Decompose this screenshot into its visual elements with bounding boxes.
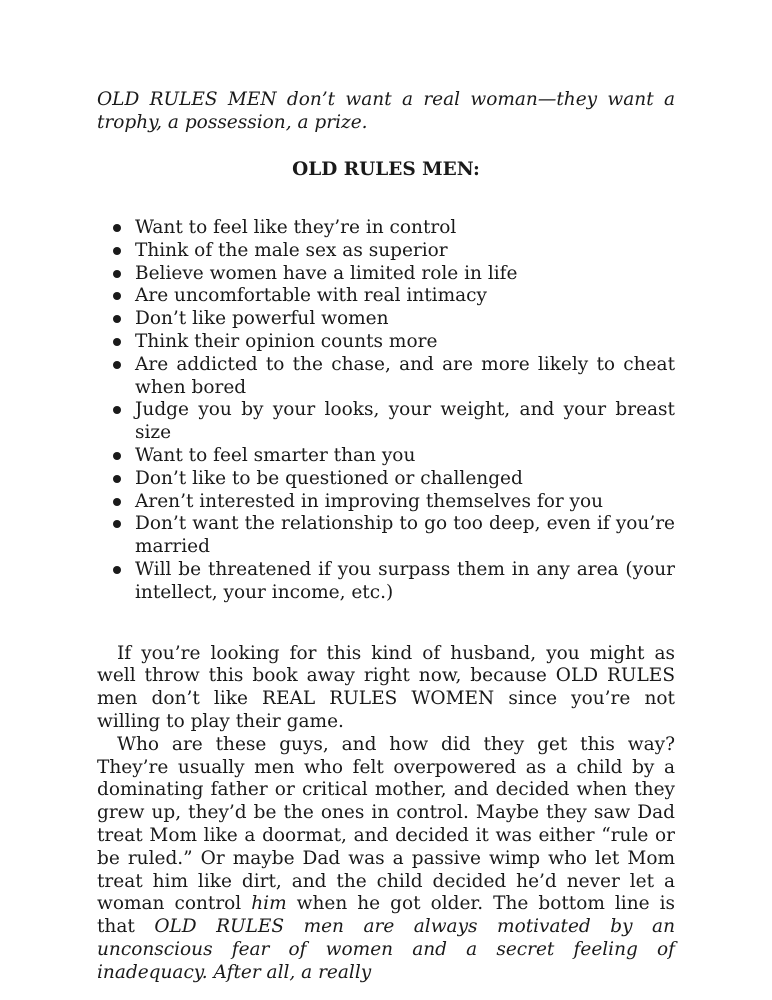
- bullet-icon: [113, 361, 121, 369]
- intro-paragraph: OLD RULES MEN don’t want a real woman—they want a trophy, a possession, a prize.: [97, 89, 675, 133]
- bullet-list: [97, 217, 675, 605]
- bullet-icon: [113, 520, 121, 528]
- bullet-icon: [113, 475, 121, 483]
- list-item: Think of the male sex as superior: [97, 240, 675, 263]
- bullet-icon: [113, 566, 121, 574]
- list-item: Are addicted to the chase, and are more likely to cheat when bored: [97, 354, 675, 400]
- bullet-icon: [113, 406, 121, 414]
- section-heading: OLD RULES MEN:: [292, 159, 480, 180]
- bullet-icon: [113, 224, 121, 232]
- emphasis-him: him: [251, 893, 287, 915]
- list-item: Judge you by your looks, your weight, and your breast size: [97, 399, 675, 445]
- bullet-icon: [113, 247, 121, 255]
- list-item: Believe women have a limited role in life: [97, 263, 675, 286]
- list-item: Aren’t interested in improving themselves for you: [97, 491, 675, 514]
- list-item: Don’t like powerful women: [97, 308, 675, 331]
- list-item: Don’t want the relationship to go too deep, even if you’re married: [97, 513, 675, 559]
- list-item: Want to feel smarter than you: [97, 445, 675, 468]
- body-text: [97, 643, 675, 985]
- bullet-icon: [113, 498, 121, 506]
- bullet-icon: [113, 338, 121, 346]
- body-paragraph-2: Who are these guys, and how did they get this way? They’re usually men who felt overpowered as a child by a dominating father or critical mother, and decided when they grew up, they’d be the ones in control. Maybe they saw Dad treat Mom like a doormat, and decided it was either “rule or be ruled.” Or maybe Dad was a passive wimp who let Mom treat him like dirt, and the child decided he’d never let a woman control him when he got older. The bottom line is that OLD RULES men are always motivated by an unconscious fear of women and a secret feeling of inadequacy. After all, a really: [97, 733, 676, 983]
- bullet-icon: [113, 292, 121, 300]
- bullet-icon: [113, 315, 121, 323]
- list-item: Will be threatened if you surpass them in any area (your intellect, your income, etc.): [97, 559, 675, 605]
- list-item: Don’t like to be questioned or challenged: [97, 468, 675, 491]
- bullet-icon: [113, 452, 121, 460]
- list-item: Think their opinion counts more: [97, 331, 675, 354]
- bullet-icon: [113, 270, 121, 278]
- list-item: Are uncomfortable with real intimacy: [97, 285, 675, 308]
- emphasis-conclusion: OLD RULES men are always motivated by an unconscious fear of women and a secret feeling of inadequacy. After all, a really: [97, 916, 675, 983]
- body-paragraph-1: If you’re looking for this kind of husband, you might as well throw this book away right now, because OLD RULES men don’t like REAL RULES WOMEN since you’re not willing to play their game.: [97, 642, 675, 732]
- list-item: Want to feel like they’re in control: [97, 217, 675, 240]
